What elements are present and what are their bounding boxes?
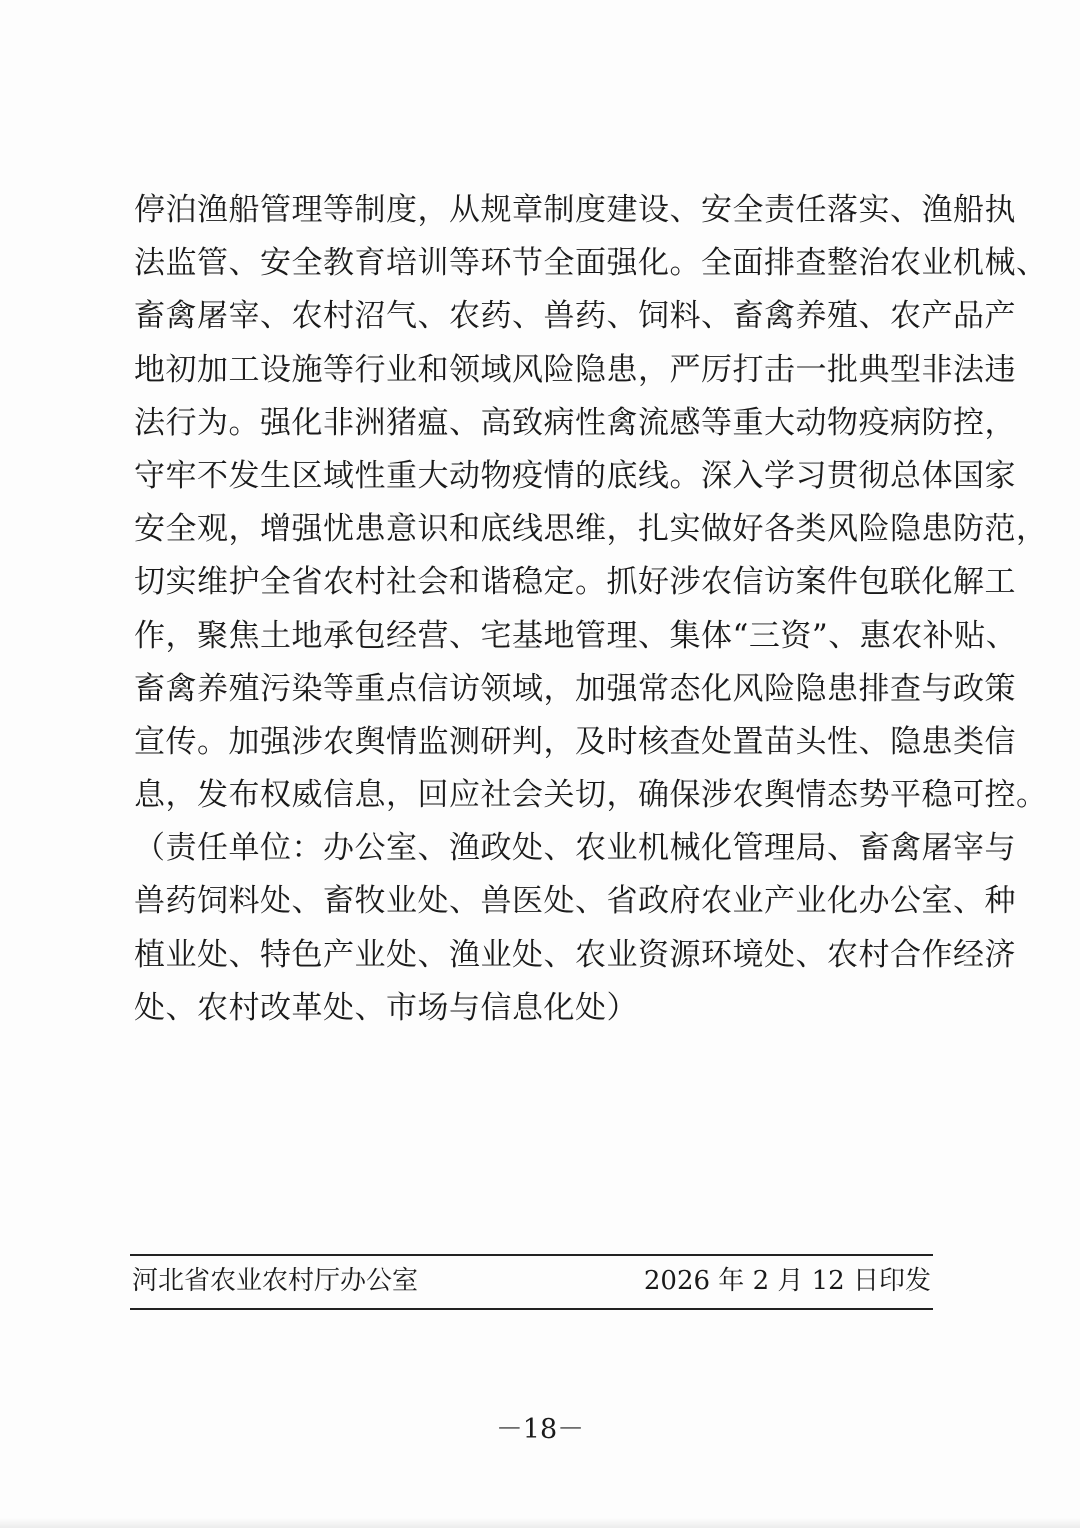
page-number: －18－ [495,1414,585,1445]
body-line: 地初加工设施等行业和领域风险隐患，严厉打击一批典型非法违 [134,351,1016,388]
body-line: 法行为。强化非洲猪瘟、高致病性禽流感等重大动物疫病防控， [134,404,1016,441]
body-line: 安全观，增强忧患意识和底线思维，扎实做好各类风险隐患防范， [134,511,1048,548]
print-date: 2026 年 2 月 12 日印发 [643,1266,931,1296]
body-line: 宣传。加强涉农舆情监测研判，及时核查处置苗头性、隐患类信 [134,723,1016,760]
footer-top-rule [130,1254,933,1256]
body-line: 作，聚焦土地承包经营、宅基地管理、集体“三资”、惠农补贴、 [134,617,1018,654]
body-line: 守牢不发生区域性重大动物疫情的底线。深入学习贯彻总体国家 [134,457,1016,494]
body-line: 处、农村改革处、市场与信息化处） [134,989,638,1026]
body-line: 息，发布权威信息，回应社会关切，确保涉农舆情态势平稳可控。 [134,777,1048,814]
scan-edge-shadow [0,1518,1080,1528]
body-line: 切实维护全省农村社会和谐稳定。抓好涉农信访案件包联化解工 [134,564,1016,601]
body-line: （责任单位：办公室、渔政处、农业机械化管理局、畜禽屠宰与 [134,830,1016,867]
body-line: 植业处、特色产业处、渔业处、农业资源环境处、农村合作经济 [134,936,1016,973]
issuing-office: 河北省农业农村厅办公室 [132,1266,419,1296]
body-line: 法监管、安全教育培训等环节全面强化。全面排查整治农业机械、 [134,245,1048,282]
body-line: 畜禽屠宰、农村沼气、农药、兽药、饲料、畜禽养殖、农产品产 [134,298,1016,335]
footer-bottom-rule [130,1308,933,1310]
print-footer [130,1254,933,1314]
body-line: 畜禽养殖污染等重点信访领域，加强常态化风险隐患排查与政策 [134,670,1016,707]
body-line: 停泊渔船管理等制度，从规章制度建设、安全责任落实、渔船执 [134,192,1016,228]
body-line: 兽药饲料处、畜牧业处、兽医处、省政府农业产业化办公室、种 [134,883,1016,920]
body-text [134,184,1048,1035]
